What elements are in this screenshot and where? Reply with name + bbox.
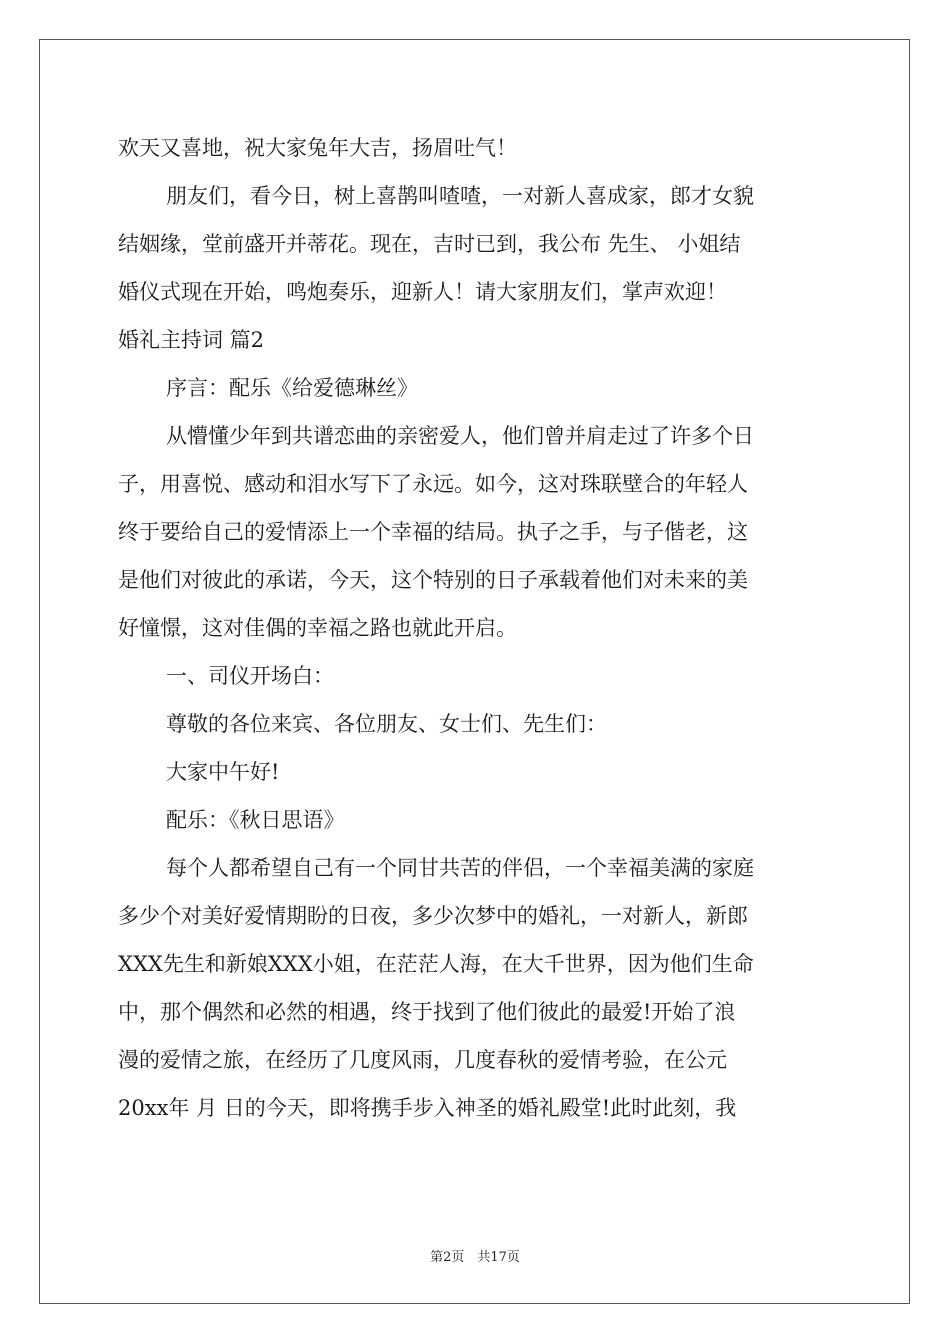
text-line: 中，那个偶然和必然的相遇，终于找到了他们彼此的最爱!开始了浪: [118, 1000, 736, 1024]
text-line: 配乐：《秋日思语》: [166, 808, 345, 832]
text-line: 大家中午好!: [166, 760, 280, 784]
text-line: 婚仪式现在开始，鸣炮奏乐，迎新人！请大家朋友们，掌声欢迎！: [118, 280, 727, 304]
page-footer: 第2页 共17页: [430, 1250, 520, 1265]
text-line: 终于要给自己的爱情添上一个幸福的结局。执子之手，与子偕老，这: [118, 520, 748, 544]
text-line: 每个人都希望自己有一个同甘共苦的伴侣，一个幸福美满的家庭: [166, 856, 754, 880]
text-line: XXX先生和新娘XXX小姐，在茫茫人海，在大千世界，因为他们生命: [118, 952, 754, 976]
text-line: 一、司仪开场白：: [166, 664, 334, 688]
text-line: 朋友们，看今日，树上喜鹊叫喳喳，一对新人喜成家，郎才女貌: [166, 184, 754, 208]
text-line: 从懵懂少年到共谱恋曲的亲密爱人，他们曾并肩走过了许多个日: [166, 424, 754, 448]
text-line: 欢天又喜地，祝大家兔年大吉，扬眉吐气！: [118, 136, 517, 160]
text-line: 婚礼主持词 篇2: [118, 328, 265, 352]
text-line: 多少个对美好爱情期盼的日夜，多少次梦中的婚礼，一对新人，新郎: [118, 904, 748, 928]
text-line: 漫的爱情之旅，在经历了几度风雨，几度春秋的爱情考验，在公元: [118, 1048, 727, 1072]
text-line: 20xx年 月 日的今天，即将携手步入神圣的婚礼殿堂!此时此刻，我: [118, 1096, 737, 1120]
text-line: 是他们对彼此的承诺，今天，这个特别的日子承载着他们对未来的美: [118, 568, 748, 592]
text-line: 结姻缘，堂前盛开并蒂花。现在，吉时已到，我公布 先生、 小姐结: [118, 232, 741, 256]
text-line: 子，用喜悦、感动和泪水写下了永远。如今，这对珠联壁合的年轻人: [118, 472, 748, 496]
document-body: [118, 124, 834, 1132]
text-line: 序言：配乐《给爱德琳丝》: [166, 376, 418, 400]
text-line: 好憧憬，这对佳偶的幸福之路也就此开启。: [118, 616, 517, 640]
text-line: 尊敬的各位来宾、各位朋友、女士们、先生们：: [166, 712, 607, 736]
